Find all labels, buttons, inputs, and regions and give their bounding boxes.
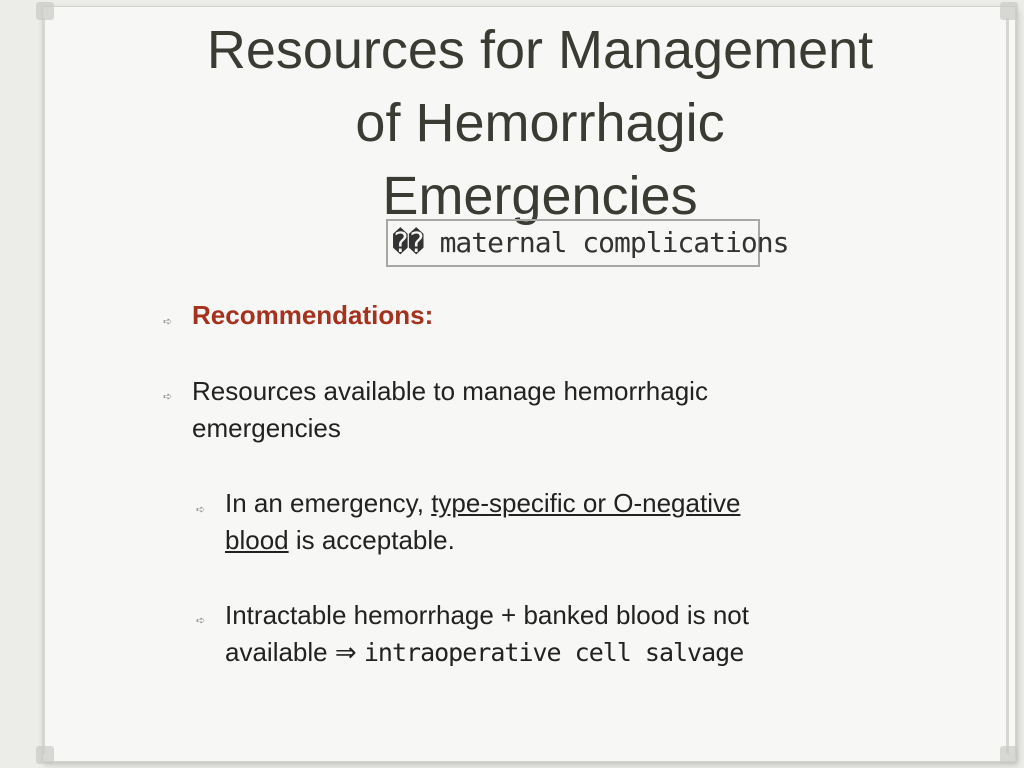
sub1-prefix: In an emergency, <box>225 488 432 518</box>
sub1-underlined-blood: blood <box>225 525 289 555</box>
sub2-line-1: Intractable hemorrhage + banked blood is not <box>225 600 749 630</box>
title-line-3: Emergencies <box>382 166 698 226</box>
arrow-bullet-icon: ➪ <box>196 615 206 627</box>
bullet-recommendations <box>192 297 433 334</box>
arrow-bullet-icon: ➪ <box>163 316 173 328</box>
arrow-bullet-icon: ➪ <box>163 391 173 403</box>
paper-corner-bottom-right <box>1000 746 1018 764</box>
paper-corner-top-left <box>36 2 54 20</box>
subtitle: �� maternal complications <box>392 226 789 259</box>
paper-corner-bottom-left <box>36 746 54 764</box>
title-line-1: Resources for Management <box>206 20 874 80</box>
paper-right-edge <box>1006 18 1009 754</box>
resources-line-2: emergencies <box>192 413 341 443</box>
bullet-resources <box>192 373 842 447</box>
recommendations-text: Recommendations: <box>192 300 434 330</box>
sub1-suffix: is acceptable. <box>288 525 455 555</box>
paper-corner-top-right <box>1000 2 1018 20</box>
title-line-2: of Hemorrhagic <box>355 93 725 153</box>
slide-title <box>140 14 940 233</box>
sub2-line-2-mono: intraoperative cell salvage <box>363 638 744 667</box>
sub-bullet-emergency-blood <box>225 485 865 559</box>
arrow-bullet-icon: ➪ <box>196 504 206 516</box>
resources-line-1: Resources available to manage hemorrhagic <box>192 376 708 406</box>
paper-left-edge <box>42 18 45 754</box>
sub2-line-2-prefix: available ⇒ <box>225 637 364 667</box>
sub1-underlined-blood-type: type-specific or O-negative <box>431 488 741 518</box>
sub-bullet-cell-salvage <box>225 597 885 671</box>
